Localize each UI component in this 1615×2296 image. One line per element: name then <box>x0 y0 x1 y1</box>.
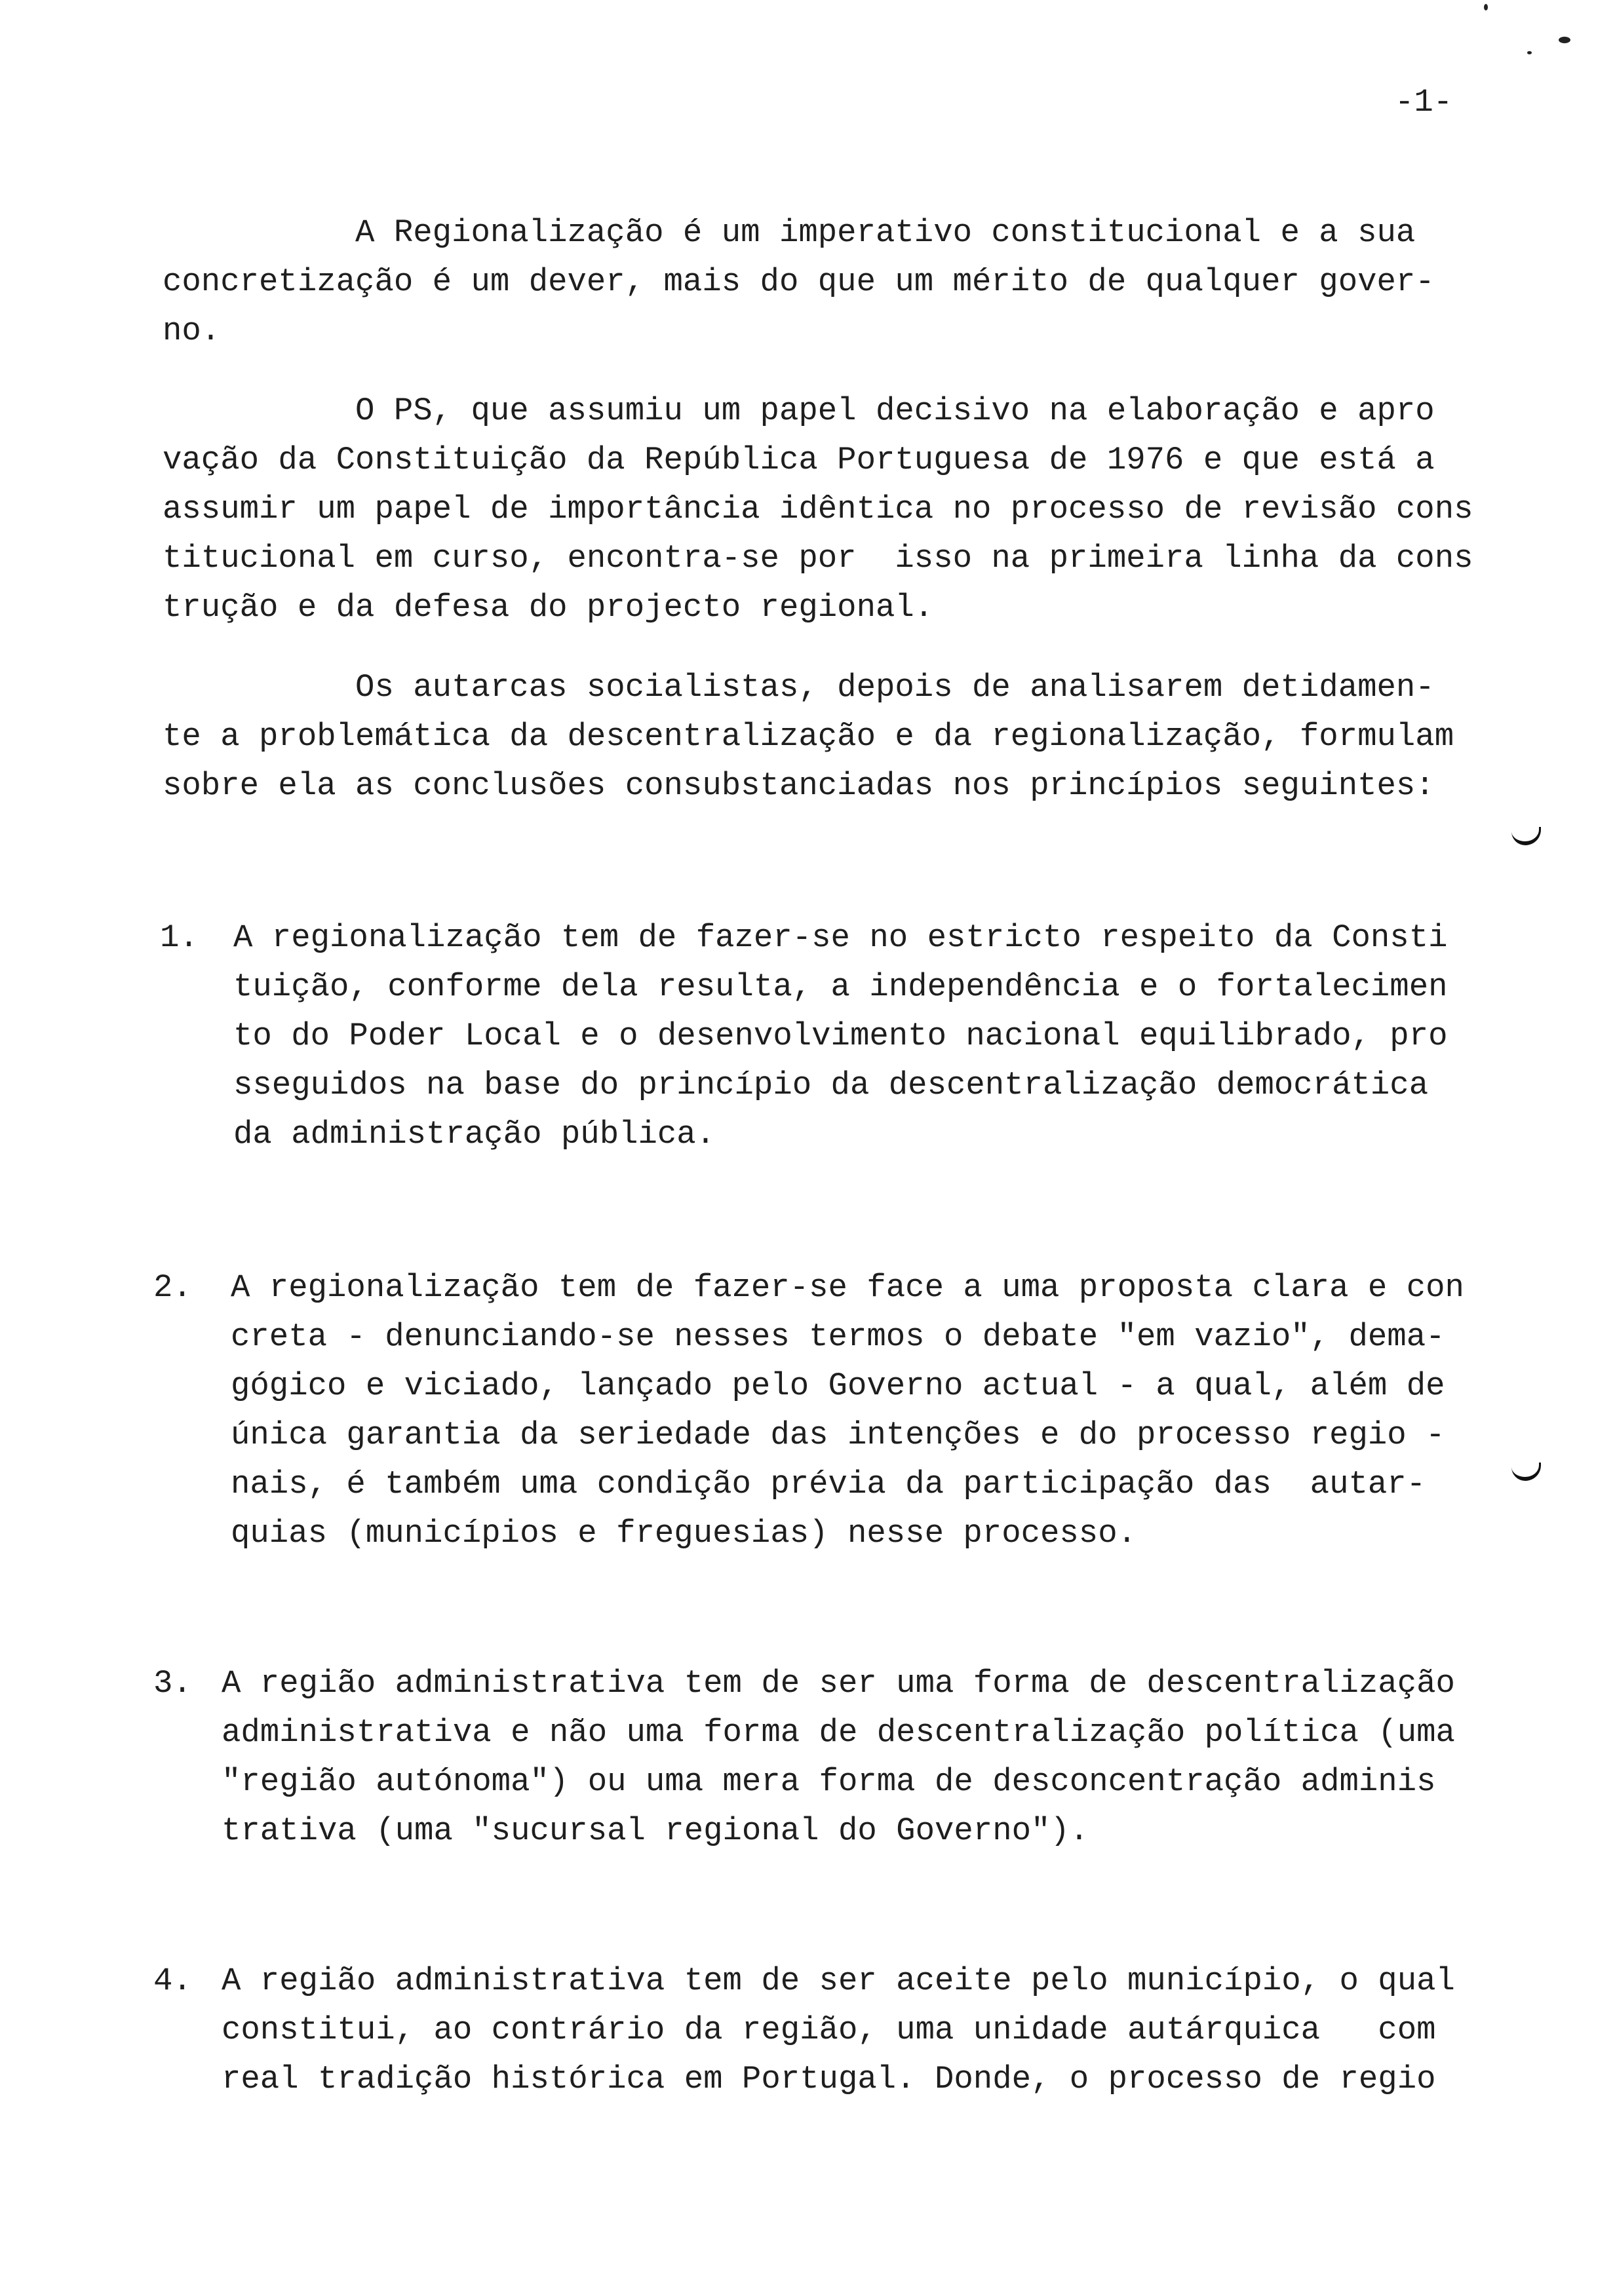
paragraph-autarcas: Os autarcas socialistas, depois de analisarem detidamen- te a problemática da descentralização e da regionalização, formulam sobre ela as conclusões consubstanciadas nos princípios seguintes: <box>163 669 1454 804</box>
principle-text: A região administrativa tem de ser aceite pelo município, o qual constitui, ao contrário da região, uma unidade autárquica com real tradição histórica em Portugal. Donde, o processo de regio <box>222 1962 1455 2097</box>
principle-number: 2. <box>153 1269 192 1306</box>
paragraph-ps-constitution: O PS, que assumiu um papel decisivo na elaboração e apro vação da Constituição da República Portuguesa de 1976 e que está a assumir um papel de importância idêntica no processo de revisão cons titucional em curso, encontra-se por isso na primeira linha da cons trução e da defesa do projecto regional. <box>163 392 1473 626</box>
principle-number: 1. <box>160 919 199 956</box>
principle-text: A regionalização tem de fazer-se no estricto respeito da Consti tuição, conforme dela resulta, a independência e o fortalecimen to do Poder Local e o desenvolvimento nacional equilibrado, pro sseguidos na base do princípio da descentralização democrática da administração pública. <box>233 919 1448 1153</box>
margin-check-mark <box>1511 827 1541 845</box>
scan-speck <box>1527 51 1532 54</box>
scan-speck <box>1484 4 1488 10</box>
scan-speck <box>1559 37 1570 43</box>
paragraph-intro: A Regionalização é um imperativo constitucional e a sua concretização é um dever, mais do que um mérito de qualquer gover- no. <box>163 214 1435 349</box>
margin-check-mark <box>1511 1463 1541 1481</box>
principle-text: A regionalização tem de fazer-se face a uma proposta clara e con creta - denunciando-se nesses termos o debate "em vazio", dema- gógico e viciado, lançado pelo Governo actual - a qual, além de única garantia da seriedade das intenções e do processo regio - nais, é também uma condição prévia da participação das autar- quias (municípios e freguesias) nesse processo. <box>231 1269 1464 1552</box>
principle-number: 3. <box>153 1665 192 1702</box>
principle-number: 4. <box>153 1962 192 1999</box>
principle-text: A região administrativa tem de ser uma forma de descentralização administrativa e não uma forma de descentralização política (uma "região autónoma") ou uma mera forma de desconcentração adminis trativa (uma "sucursal regional do Governo"). <box>222 1665 1455 1849</box>
page-number: -1- <box>1395 84 1453 121</box>
